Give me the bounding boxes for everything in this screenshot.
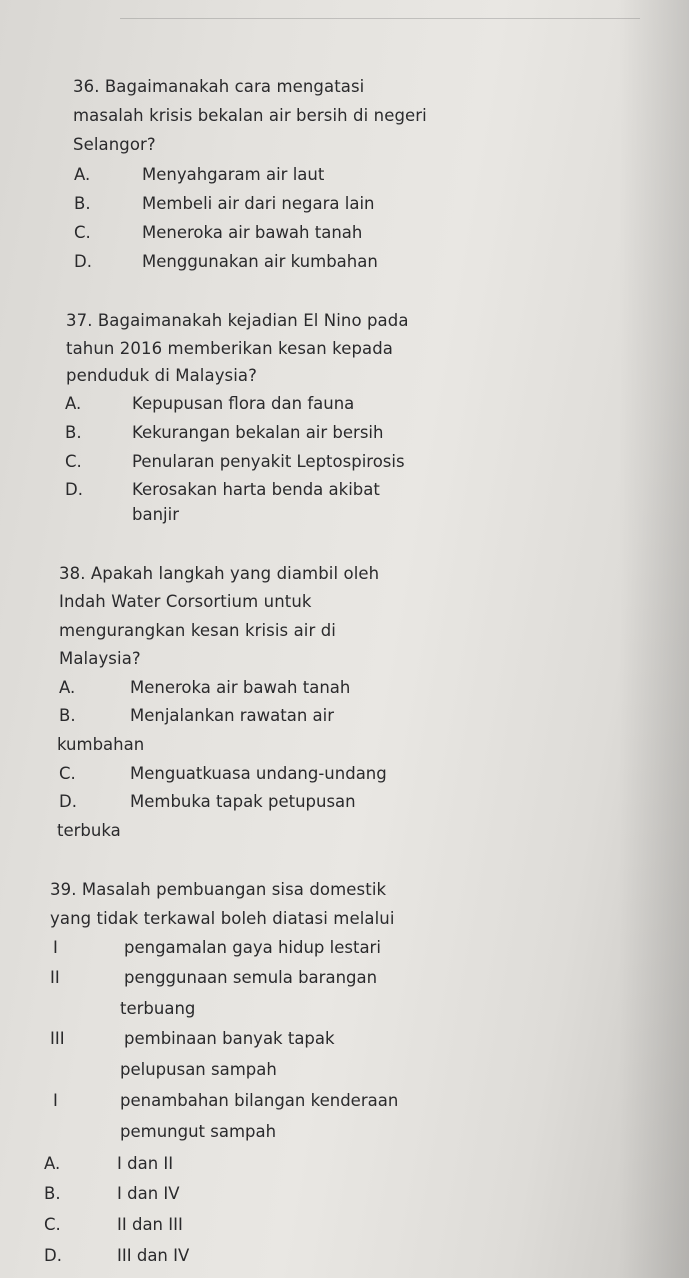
question-39-option-b-letter: B. (44, 1184, 61, 1203)
question-36-option-c-letter: C. (74, 223, 91, 242)
question-36-stem-line-1: 36. Bagaimanakah cara mengatasi (73, 77, 365, 96)
question-38-option-d-letter: D. (59, 792, 77, 811)
question-37-option-c-text: Penularan penyakit Leptospirosis (132, 452, 405, 471)
question-39-statement-4-numeral: I (53, 1091, 58, 1110)
question-39-statement-2-numeral: II (50, 968, 60, 987)
question-38-option-b-letter: B. (59, 706, 76, 725)
question-38-stem-line-4: Malaysia? (59, 649, 141, 668)
question-39-option-b-text: I dan IV (117, 1184, 180, 1203)
question-38-option-a-text: Meneroka air bawah tanah (130, 678, 351, 697)
question-39-statement-2-text: penggunaan semula barangan (124, 968, 378, 987)
question-39-statement-1-text: pengamalan gaya hidup lestari (124, 938, 381, 957)
question-37-stem-line-1: 37. Bagaimanakah kejadian El Nino pada (66, 311, 409, 330)
question-38-stem-line-1: 38. Apakah langkah yang diambil oleh (59, 564, 380, 583)
question-39-option-c-letter: C. (44, 1215, 61, 1234)
question-39-option-a-letter: A. (44, 1154, 61, 1173)
question-37-stem-line-2: tahun 2016 memberikan kesan kepada (66, 339, 394, 358)
question-38-stem-line-2: Indah Water Corsortium untuk (59, 592, 312, 611)
question-37-option-b-letter: B. (65, 423, 82, 442)
question-36-option-c-text: Meneroka air bawah tanah (142, 223, 363, 242)
question-36-option-b-letter: B. (74, 194, 91, 213)
question-38-option-d-text: Membuka tapak petupusan (130, 792, 356, 811)
question-39-statement-3-continuation: pelupusan sampah (120, 1060, 277, 1079)
question-39-option-c-text: II dan III (117, 1215, 183, 1234)
question-39-option-d-text: III dan IV (117, 1246, 190, 1265)
question-37-option-d-letter: D. (65, 480, 83, 499)
question-37-option-d-continuation: banjir (132, 505, 179, 524)
question-38-option-c-text: Menguatkuasa undang-undang (130, 764, 387, 783)
page-shadow (619, 0, 689, 1278)
question-36-stem-line-3: Selangor? (73, 135, 156, 154)
question-39-statement-2-continuation: terbuang (120, 999, 196, 1018)
question-37-stem-line-3: penduduk di Malaysia? (66, 366, 258, 385)
question-37-option-d-text: Kerosakan harta benda akibat (132, 480, 380, 499)
question-37-option-a-letter: A. (65, 394, 82, 413)
question-36-option-a-letter: A. (74, 165, 91, 184)
question-38-option-d-continuation: terbuka (57, 821, 121, 840)
question-38-option-a-letter: A. (59, 678, 76, 697)
question-39-statement-3-text: pembinaan banyak tapak (124, 1029, 335, 1048)
question-37-option-c-letter: C. (65, 452, 82, 471)
question-38-option-b-text: Menjalankan rawatan air (130, 706, 335, 725)
question-38-option-b-continuation: kumbahan (57, 735, 145, 754)
question-39-stem-line-2: yang tidak terkawal boleh diatasi melalui (50, 909, 395, 928)
question-39-statement-3-numeral: III (50, 1029, 65, 1048)
question-39-statement-1-numeral: I (53, 938, 58, 957)
question-36-option-a-text: Menyahgaram air laut (142, 165, 325, 184)
question-39-option-a-text: I dan II (117, 1154, 174, 1173)
question-39-option-d-letter: D. (44, 1246, 62, 1265)
question-36-option-b-text: Membeli air dari negara lain (142, 194, 375, 213)
question-37-option-b-text: Kekurangan bekalan air bersih (132, 423, 384, 442)
question-36-stem-line-2: masalah krisis bekalan air bersih di negeri (73, 106, 427, 125)
question-36-option-d-letter: D. (74, 252, 92, 271)
paper-edge-line (120, 18, 640, 19)
question-39-stem-line-1: 39. Masalah pembuangan sisa domestik (50, 880, 387, 899)
question-38-option-c-letter: C. (59, 764, 76, 783)
question-39-statement-4-text: penambahan bilangan kenderaan (120, 1091, 399, 1110)
question-37-option-a-text: Kepupusan flora dan fauna (132, 394, 355, 413)
question-39-statement-4-continuation: pemungut sampah (120, 1122, 277, 1141)
question-38-stem-line-3: mengurangkan kesan krisis air di (59, 621, 336, 640)
question-36-option-d-text: Menggunakan air kumbahan (142, 252, 378, 271)
